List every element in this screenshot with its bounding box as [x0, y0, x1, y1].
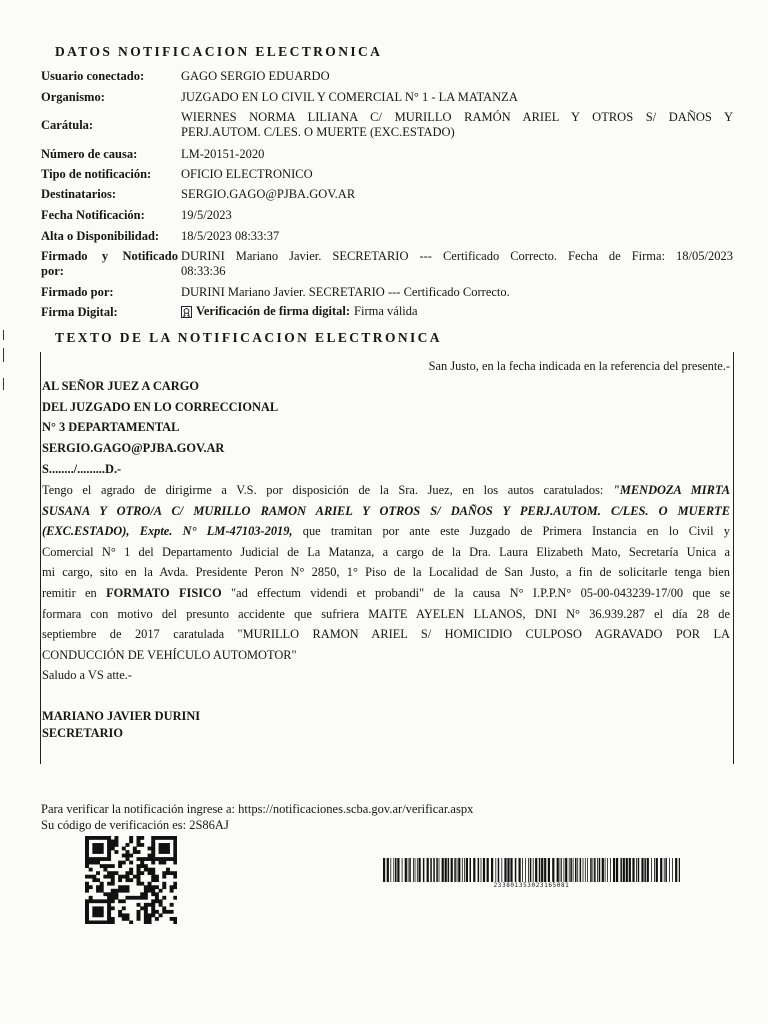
paragraph-line: Comercial N° 1 del Departamento Judicial de La Matanza, a cargo de la Dra. Laura Elizabeth Mato, Secretaría Unica a	[42, 544, 730, 559]
paragraph-text: Tengo el agrado de dirigirme a V.S. por disposición de la Sra. Juez, en los autos caratulados:	[42, 483, 613, 497]
paragraph-line: CONDUCCIÓN DE VEHÍCULO AUTOMOTOR"	[42, 647, 297, 662]
verify-instructions: Para verificar la notificación ingrese a: https://notificaciones.scba.gov.ar/verificar.aspx	[41, 802, 474, 816]
notification-text-title: TEXTO DE LA NOTIFICACION ELECTRONICA	[55, 330, 442, 345]
user-value: GAGO SERGIO EDUARDO	[181, 69, 330, 83]
addressee-email: SERGIO.GAGO@PJBA.GOV.AR	[42, 441, 225, 455]
notification-type-label: Tipo de notificación:	[41, 167, 152, 181]
physical-format-emphasis: FORMATO FISICO	[106, 585, 222, 600]
case-caption-emphasis: "MENDOZA MIRTA	[612, 483, 730, 497]
signed-notified-label-2: por:	[41, 264, 64, 278]
case-caption-emphasis: (EXC.ESTADO), Expte. N° LM-47103-2019,	[42, 524, 293, 539]
availability-value: 18/5/2023 08:33:37	[181, 229, 280, 243]
signature-verification-label: Verificación de firma digital:	[196, 304, 351, 318]
signer-name: MARIANO JAVIER DURINI	[42, 709, 201, 723]
digital-signature-label: Firma Digital:	[41, 305, 118, 319]
addressee-sd: S......../.........D.-	[42, 462, 122, 476]
paragraph-text: que tramitan por ante este Juzgado de Primera Instancia en lo Civil y	[292, 524, 731, 539]
case-number-label: Número de causa:	[41, 147, 138, 161]
barcode	[383, 858, 680, 892]
case-caption-emphasis: SUSANA Y OTRO/A C/ MURILLO RAMON ARIEL Y OTROS S/ DAÑOS Y PERJ.AUTOM. C/LES. O MUERTE	[42, 503, 730, 518]
qr-code	[85, 836, 177, 924]
paragraph-line: mi cargo, sito en la Avda. Presidente Peron N° 2850, 1° Piso de la Localidad de San Justo, a fin de solicitarle tenga bien	[42, 565, 730, 580]
paragraph-line	[42, 480, 730, 501]
signed-by-value: DURINI Mariano Javier. SECRETARIO --- Certificado Correcto.	[181, 285, 510, 299]
paragraph-text: remitir en	[42, 585, 107, 600]
caption-value-line1: WIERNES NORMA LILIANA C/ MURILLO RAMÓN ARIEL Y OTROS S/ DAÑOS Y	[181, 110, 733, 124]
paragraph-line: septiembre de 2017 caratulada "MURILLO RAMON ARIEL S/ HOMICIDIO CULPOSO AGRAVADO POR LA	[42, 627, 730, 642]
notification-date-label: Fecha Notificación:	[41, 208, 145, 222]
caption-value-line2: PERJ.AUTOM. C/LES. O MUERTE (EXC.ESTADO)	[181, 125, 455, 139]
recipients-value: SERGIO.GAGO@PJBA.GOV.AR	[181, 187, 356, 201]
signed-notified-label: Firmado y Notificado	[41, 249, 178, 263]
addressee-line1: AL SEÑOR JUEZ A CARGO	[42, 379, 199, 393]
certificate-icon	[181, 306, 192, 318]
margin-mark	[3, 330, 4, 340]
signed-notified-value-line2: 08:33:36	[181, 264, 226, 278]
signer-title: SECRETARIO	[42, 726, 124, 740]
notification-data-title: DATOS NOTIFICACION ELECTRONICA	[55, 44, 383, 59]
barcode-number: 233801353023165081	[493, 882, 570, 889]
paragraph-line: formara con motivo del presunto accidente que sufriera MAITE AYELEN LLANOS, DNI N° 36.939.287 el día 28 de	[42, 606, 730, 621]
availability-label: Alta o Disponibilidad:	[41, 229, 160, 243]
place-date: San Justo, en la fecha indicada en la referencia del presente.-	[428, 359, 730, 373]
caption-label: Carátula:	[41, 118, 94, 132]
paragraph-line	[42, 501, 730, 522]
signed-by-label: Firmado por:	[41, 285, 114, 299]
signature-status: Firma válida	[354, 304, 418, 318]
notification-type-value: OFICIO ELECTRONICO	[181, 167, 313, 181]
organism-value: JUZGADO EN LO CIVIL Y COMERCIAL N° 1 - LA MATANZA	[181, 90, 518, 104]
recipients-label: Destinatarios:	[41, 187, 116, 201]
digital-signature-value	[181, 304, 418, 319]
closing: Saludo a VS atte.-	[42, 668, 132, 682]
paragraph-line	[42, 583, 730, 604]
margin-mark	[3, 378, 4, 390]
paragraph-line	[42, 521, 730, 542]
verification-code: Su código de verificación es: 2S86AJ	[41, 818, 229, 832]
addressee-line3: N° 3 DEPARTAMENTAL	[42, 420, 180, 434]
organism-label: Organismo:	[41, 90, 105, 104]
signed-notified-value-line1: DURINI Mariano Javier. SECRETARIO --- Certificado Correcto. Fecha de Firma: 18/05/2023	[181, 249, 733, 263]
letter-paragraph	[42, 480, 730, 665]
notification-date-value: 19/5/2023	[181, 208, 232, 222]
case-number-value: LM-20151-2020	[181, 147, 265, 161]
margin-mark	[3, 348, 4, 362]
paragraph-text: "ad effectum videndi et probandi" de la causa N° I.P.P.N° 05-00-043239-17/00 que se	[221, 585, 731, 600]
user-label: Usuario conectado:	[41, 69, 145, 83]
addressee-line2: DEL JUZGADO EN LO CORRECCIONAL	[42, 400, 279, 414]
